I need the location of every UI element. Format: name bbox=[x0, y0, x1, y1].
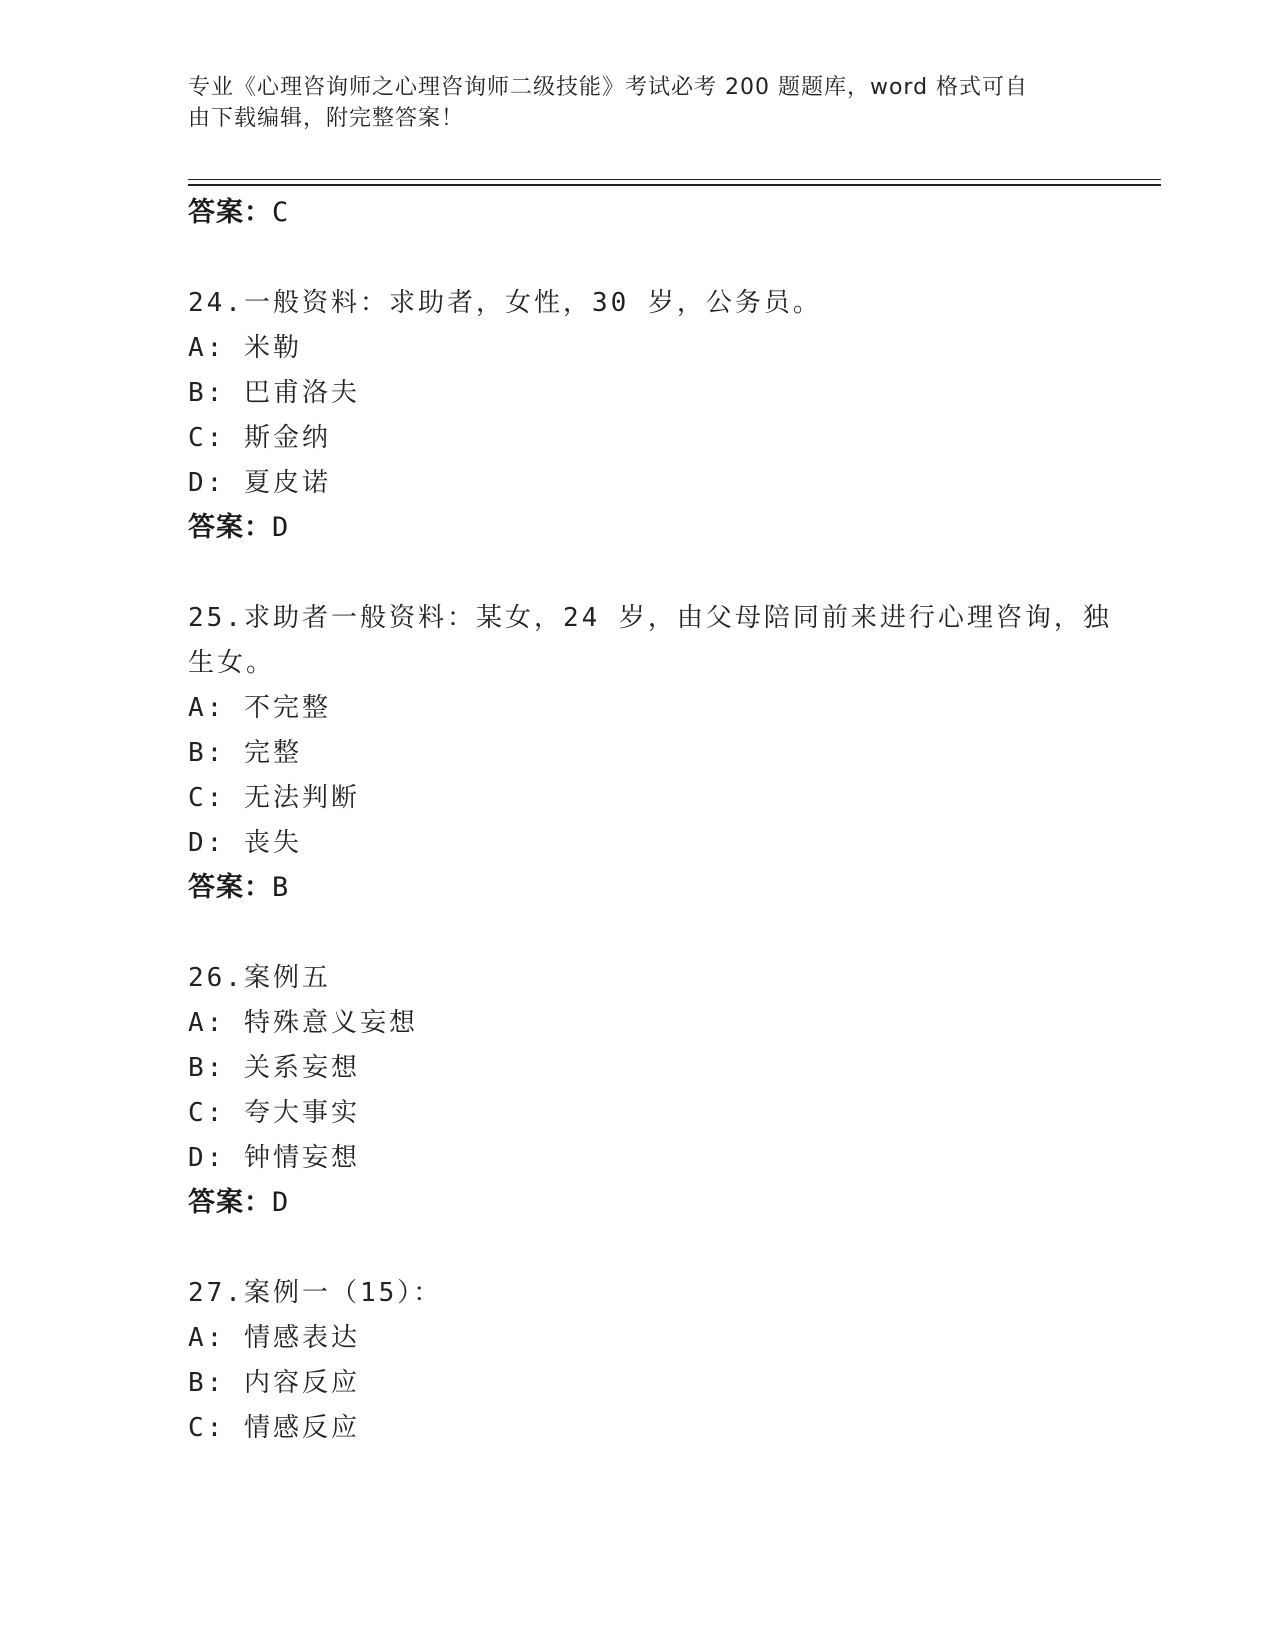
question-26-option-a: A: 特殊意义妄想 bbox=[188, 1008, 418, 1038]
question-24-option-d: D: 夏皮诺 bbox=[188, 468, 331, 498]
question-26-option-c: C: 夸大事实 bbox=[188, 1098, 360, 1128]
question-25-answer bbox=[188, 865, 288, 904]
question-27-option-c: C: 情感反应 bbox=[188, 1413, 360, 1443]
question-27-stem: 27.案例一（15）： bbox=[188, 1278, 443, 1308]
answer-value: D bbox=[272, 512, 289, 543]
answer-label: 答案： bbox=[188, 1187, 272, 1218]
document-header bbox=[188, 72, 1068, 134]
answer-label: 答案： bbox=[188, 197, 272, 228]
question-25-option-b: B: 完整 bbox=[188, 738, 302, 768]
header-rule-thick bbox=[188, 184, 1161, 186]
question-25-option-c: C: 无法判断 bbox=[188, 783, 360, 813]
question-24-option-b: B: 巴甫洛夫 bbox=[188, 378, 360, 408]
question-27-option-b: B: 内容反应 bbox=[188, 1368, 360, 1398]
question-27-option-a: A: 情感表达 bbox=[188, 1323, 360, 1353]
answer-value: B bbox=[272, 872, 289, 903]
question-25-option-d: D: 丧失 bbox=[188, 828, 302, 858]
question-25-stem-line-1: 25.求助者一般资料：某女，24 岁，由父母陪同前来进行心理咨询，独 bbox=[188, 603, 1112, 633]
question-24-answer bbox=[188, 505, 288, 544]
question-26-stem: 26.案例五 bbox=[188, 963, 331, 993]
question-25-option-a: A: 不完整 bbox=[188, 693, 331, 723]
answer-value: D bbox=[272, 1187, 289, 1218]
question-24-stem: 24.一般资料：求助者，女性，30 岁，公务员。 bbox=[188, 288, 822, 318]
question-24-option-a: A: 米勒 bbox=[188, 333, 302, 363]
question-24-option-c: C: 斯金纳 bbox=[188, 423, 331, 453]
answer-prev bbox=[188, 190, 288, 229]
question-25-stem-line-2: 生女。 bbox=[188, 648, 276, 678]
question-26-answer bbox=[188, 1180, 288, 1219]
header-line-2: 由下载编辑，附完整答案！ bbox=[188, 106, 465, 131]
question-26-option-d: D: 钟情妄想 bbox=[188, 1143, 360, 1173]
answer-value: C bbox=[272, 197, 289, 228]
header-rule-thin bbox=[188, 179, 1161, 180]
answer-label: 答案： bbox=[188, 872, 272, 903]
answer-label: 答案： bbox=[188, 512, 272, 543]
header-line-1: 专业《心理咨询师之心理咨询师二级技能》考试必考 200 题题库，word 格式可自 bbox=[188, 75, 1029, 100]
question-26-option-b: B: 关系妄想 bbox=[188, 1053, 360, 1083]
